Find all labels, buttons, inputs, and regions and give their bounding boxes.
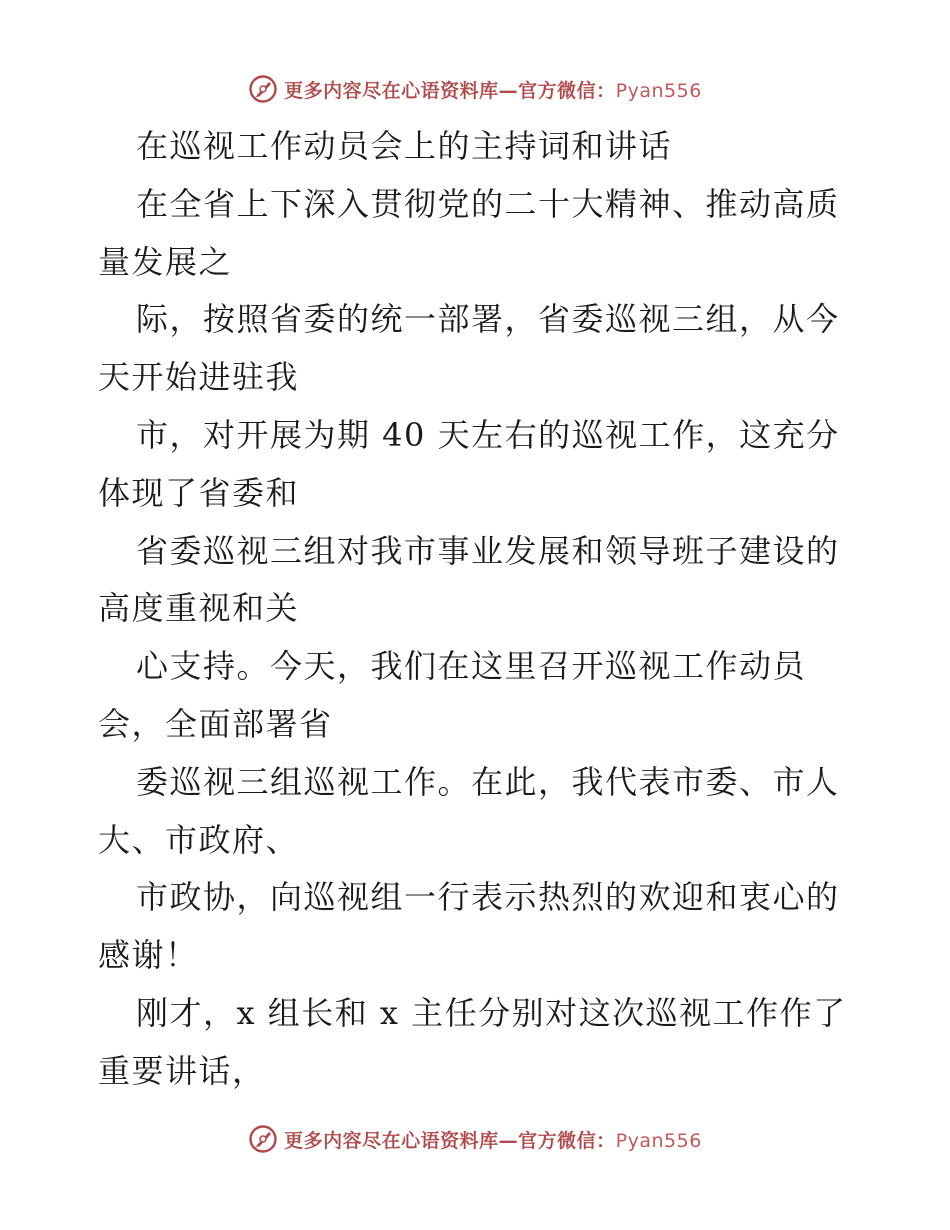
banner-text	[284, 1126, 702, 1153]
text-line: 会，全面部署省	[98, 704, 333, 743]
text-line: 市，对开展为期 40 天左右的巡视工作，这充分	[136, 415, 840, 454]
text-line: 体现了省委和	[98, 473, 300, 512]
text-line: 重要讲话，	[98, 1051, 266, 1090]
quill-circle-logo-icon	[248, 1124, 278, 1154]
wechat-id: Pyan556	[615, 1129, 702, 1152]
document-body	[98, 118, 858, 1101]
header-banner	[0, 72, 950, 106]
banner-text	[284, 76, 702, 103]
text-line: 大、市政府、	[98, 820, 300, 859]
wechat-id: Pyan556	[615, 79, 702, 102]
quill-circle-logo-icon	[248, 74, 278, 104]
text-line: 感谢！	[98, 936, 199, 975]
text-line: 在全省上下深入贯彻党的二十大精神、推动高质	[136, 184, 840, 223]
footer-banner	[0, 1122, 950, 1156]
text-line: 际，按照省委的统一部署，省委巡视三组，从今	[136, 300, 840, 339]
text-line: 市政协，向巡视组一行表示热烈的欢迎和衷心的	[136, 878, 840, 917]
text-line: 心支持。今天，我们在这里召开巡视工作动员	[136, 647, 807, 686]
text-line: 委巡视三组巡视工作。在此，我代表市委、市人	[136, 762, 840, 801]
text-line: 量发展之	[98, 242, 233, 281]
banner-label: 更多内容尽在心语资料库—官方微信：	[284, 1129, 616, 1152]
banner-label: 更多内容尽在心语资料库—官方微信：	[284, 79, 616, 102]
document-title: 在巡视工作动员会上的主持词和讲话	[136, 127, 673, 165]
text-line: 天开始进驻我	[98, 358, 300, 397]
text-line: 省委巡视三组对我市事业发展和领导班子建设的	[136, 531, 840, 570]
text-line: 刚才，x 组长和 x 主任分别对这次巡视工作作了	[136, 993, 847, 1032]
text-line: 高度重视和关	[98, 589, 300, 628]
